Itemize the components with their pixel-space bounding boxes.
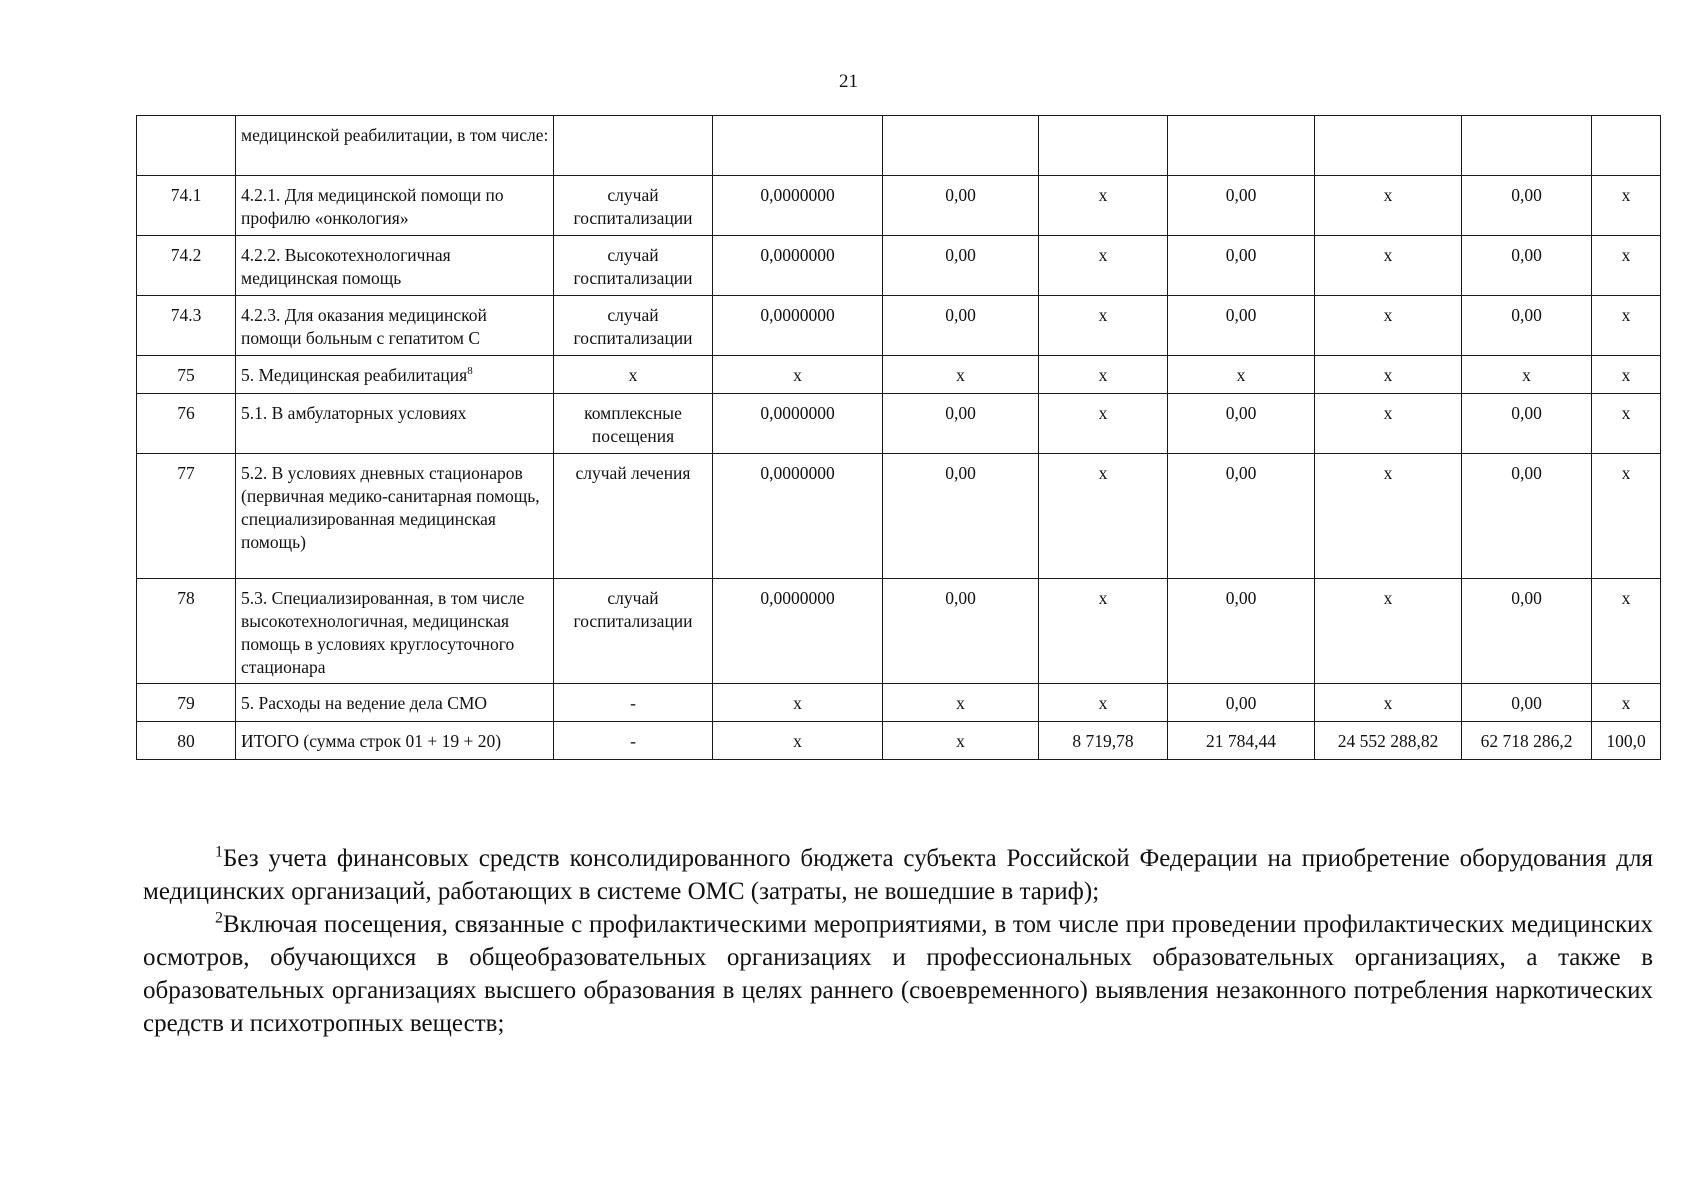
cell-c6: 0,00: [1168, 454, 1315, 579]
cell-num: 74.3: [137, 296, 236, 356]
cell-c9: х: [1592, 684, 1661, 722]
cell-c3: 0,0000000: [713, 236, 883, 296]
cell-c5: х: [1039, 579, 1168, 684]
table-row: [137, 176, 1661, 236]
cell-c3: х: [713, 722, 883, 760]
cell-name: [236, 579, 554, 684]
cell-c9: х: [1592, 579, 1661, 684]
cell-c4: 0,00: [883, 394, 1039, 454]
cell-c9: х: [1592, 176, 1661, 236]
footnotes: [143, 842, 1653, 1040]
cell-c8: 0,00: [1462, 579, 1592, 684]
cell-c4: 0,00: [883, 579, 1039, 684]
cell-num: 76: [137, 394, 236, 454]
data-table: [136, 115, 1661, 760]
cell-name-text: 5. Расходы на ведение дела СМО: [241, 693, 488, 713]
cell-c6: 0,00: [1168, 236, 1315, 296]
cell-num: 79: [137, 684, 236, 722]
cell-c9: [1592, 116, 1661, 176]
table-row: [137, 116, 1661, 176]
footnote-2: [143, 908, 1653, 1040]
cell-unit: комплексные посещения: [554, 394, 713, 454]
cell-c8: 62 718 286,2: [1462, 722, 1592, 760]
cell-unit: случай госпитализации: [554, 296, 713, 356]
cell-c5: х: [1039, 236, 1168, 296]
cell-name: [236, 116, 554, 176]
cell-unit: случай госпитализации: [554, 236, 713, 296]
cell-c4: х: [883, 684, 1039, 722]
cell-c8: 0,00: [1462, 394, 1592, 454]
footnote-2-mark: 2: [215, 909, 223, 927]
cell-c7: х: [1315, 236, 1462, 296]
cell-c7: х: [1315, 579, 1462, 684]
cell-c9: х: [1592, 394, 1661, 454]
cell-c4: [883, 116, 1039, 176]
cell-c4: 0,00: [883, 236, 1039, 296]
cell-name: [236, 454, 554, 579]
page-number: 21: [839, 71, 858, 92]
table-row: [137, 579, 1661, 684]
table-row: [137, 394, 1661, 454]
cell-c9: х: [1592, 236, 1661, 296]
cell-name-text: медицинской реабилитации, в том числе:: [241, 125, 549, 145]
cell-num: 80: [137, 722, 236, 760]
cell-name-text: 5.2. В условиях дневных стационаров (первичная медико-санитарная помощь, специализированная медицинская помощь): [241, 463, 540, 552]
cell-c3: 0,0000000: [713, 296, 883, 356]
cell-c4: х: [883, 722, 1039, 760]
cell-c3: 0,0000000: [713, 579, 883, 684]
cell-num: 78: [137, 579, 236, 684]
cell-c7: х: [1315, 454, 1462, 579]
cell-name-text: 4.2.2. Высокотехнологичная медицинская помощь: [241, 245, 451, 288]
footnote-2-text: Включая посещения, связанные с профилактическими мероприятиями, в том числе при проведении профилактических медицинских осмотров, обучающихся в общеобразовательных организациях и профессиональных образовательных организациях, а также в образовательных организациях высшего образования в целях раннего (своевременного) выявления незаконного потребления наркотических средств и психотропных веществ;: [143, 911, 1653, 1037]
cell-name-text: 4.2.3. Для оказания медицинской помощи больным с гепатитом С: [241, 305, 487, 348]
cell-num: [137, 116, 236, 176]
footnote-1-mark: 1: [215, 843, 223, 861]
cell-unit: -: [554, 684, 713, 722]
table-row: [137, 296, 1661, 356]
cell-c7: х: [1315, 684, 1462, 722]
cell-c5: х: [1039, 356, 1168, 394]
cell-name-text: 5. Медицинская реабилитация: [241, 365, 468, 385]
cell-c6: 0,00: [1168, 296, 1315, 356]
cell-name: [236, 236, 554, 296]
cell-c6: 0,00: [1168, 684, 1315, 722]
cell-name: [236, 722, 554, 760]
cell-c5: х: [1039, 296, 1168, 356]
cell-name: [236, 176, 554, 236]
cell-c5: х: [1039, 684, 1168, 722]
cell-c4: 0,00: [883, 296, 1039, 356]
cell-c4: 0,00: [883, 176, 1039, 236]
cell-c9: х: [1592, 296, 1661, 356]
cell-c9: 100,0: [1592, 722, 1661, 760]
cell-c4: 0,00: [883, 454, 1039, 579]
cell-c7: х: [1315, 296, 1462, 356]
footnote-1-text: Без учета финансовых средств консолидированного бюджета субъекта Российской Федерации на приобретение оборудования для медицинских организаций, работающих в системе ОМС (затраты, не вошедшие в тариф);: [143, 845, 1653, 905]
cell-c6: [1168, 116, 1315, 176]
cell-c9: х: [1592, 356, 1661, 394]
table-row: [137, 236, 1661, 296]
cell-unit: х: [554, 356, 713, 394]
cell-c8: х: [1462, 356, 1592, 394]
cell-c6: 0,00: [1168, 176, 1315, 236]
table-row: [137, 722, 1661, 760]
cell-unit: случай лечения: [554, 454, 713, 579]
cell-name: [236, 356, 554, 394]
cell-c8: 0,00: [1462, 454, 1592, 579]
cell-c5: х: [1039, 394, 1168, 454]
cell-name: [236, 394, 554, 454]
cell-c6: 0,00: [1168, 394, 1315, 454]
cell-c3: х: [713, 356, 883, 394]
cell-unit: -: [554, 722, 713, 760]
cell-c7: х: [1315, 356, 1462, 394]
cell-c8: 0,00: [1462, 236, 1592, 296]
cell-c7: х: [1315, 394, 1462, 454]
cell-c7: [1315, 116, 1462, 176]
cell-c5: х: [1039, 454, 1168, 579]
cell-c5: х: [1039, 176, 1168, 236]
cell-c8: 0,00: [1462, 684, 1592, 722]
cell-c8: 0,00: [1462, 296, 1592, 356]
cell-name: [236, 296, 554, 356]
cell-num: 74.1: [137, 176, 236, 236]
cell-c3: 0,0000000: [713, 176, 883, 236]
cell-c7: 24 552 288,82: [1315, 722, 1462, 760]
cell-c5: 8 719,78: [1039, 722, 1168, 760]
cell-name-text: 5.1. В амбулаторных условиях: [241, 403, 467, 423]
footnote-1: [143, 842, 1653, 908]
cell-num: 77: [137, 454, 236, 579]
cell-name-text: ИТОГО (сумма строк 01 + 19 + 20): [241, 731, 502, 751]
cell-c3: [713, 116, 883, 176]
cell-c3: 0,0000000: [713, 454, 883, 579]
table-row: [137, 356, 1661, 394]
cell-c6: х: [1168, 356, 1315, 394]
cell-c4: х: [883, 356, 1039, 394]
cell-unit: случай госпитализации: [554, 579, 713, 684]
cell-c6: 0,00: [1168, 579, 1315, 684]
cell-c3: х: [713, 684, 883, 722]
cell-unit: случай госпитализации: [554, 176, 713, 236]
cell-name-text: 5.3. Специализированная, в том числе высокотехнологичная, медицинская помощь в условиях круглосуточного стационара: [241, 588, 525, 677]
cell-num: 75: [137, 356, 236, 394]
cell-name-text: 4.2.1. Для медицинской помощи по профилю «онкология»: [241, 185, 504, 228]
cell-name: [236, 684, 554, 722]
cell-c8: [1462, 116, 1592, 176]
cell-c6: 21 784,44: [1168, 722, 1315, 760]
table-body: [137, 116, 1661, 760]
table-row: [137, 684, 1661, 722]
cell-c7: х: [1315, 176, 1462, 236]
cell-c9: х: [1592, 454, 1661, 579]
cell-unit: [554, 116, 713, 176]
cell-num: 74.2: [137, 236, 236, 296]
cell-c3: 0,0000000: [713, 394, 883, 454]
table-row: [137, 454, 1661, 579]
cell-c8: 0,00: [1462, 176, 1592, 236]
footnote-ref: 8: [467, 365, 473, 378]
cell-c5: [1039, 116, 1168, 176]
